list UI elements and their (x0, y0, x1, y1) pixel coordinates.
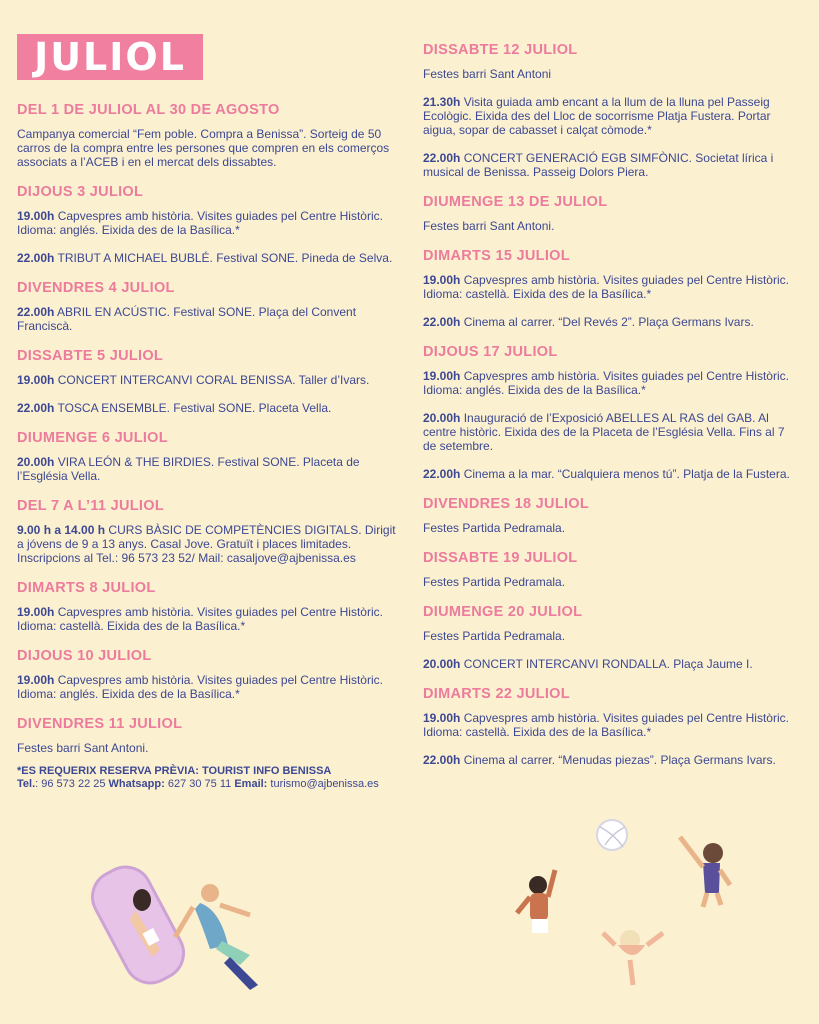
event-item (17, 523, 397, 565)
event-day (17, 497, 397, 565)
event-item (423, 273, 793, 301)
event-item (423, 95, 793, 137)
event-day (423, 41, 793, 179)
event-day (17, 429, 397, 483)
day-heading: DIUMENGE 13 DE JULIOL (423, 194, 608, 210)
event-day (423, 343, 793, 481)
reservation-note (17, 765, 397, 791)
event-item (423, 151, 793, 179)
swimmers-illustration (90, 845, 280, 995)
event-item (423, 711, 793, 739)
event-item (17, 373, 397, 387)
day-heading: DIUMENGE 6 JULIOL (17, 430, 168, 446)
event-item (17, 305, 397, 333)
beach-players-illustration (505, 815, 755, 995)
event-time: 22.00h (17, 251, 55, 265)
event-day (17, 347, 397, 415)
event-text: CONCERT INTERCANVI RONDALLA. Plaça Jaume I. (463, 657, 753, 671)
pool-float-icon (90, 858, 193, 992)
day-heading: DEL 7 A L’11 JULIOL (17, 498, 164, 514)
day-heading: DEL 1 DE JULIOL AL 30 DE AGOSTO (17, 102, 280, 118)
event-text: CONCERT INTERCANVI CORAL BENISSA. Taller d’Ivars. (57, 373, 370, 387)
event-text: TRIBUT A MICHAEL BUBLÉ. Festival SONE. Pineda de Selva. (57, 251, 393, 265)
event-item (423, 411, 793, 453)
event-day (17, 101, 397, 169)
day-heading: DISSABTE 12 JULIOL (423, 42, 578, 58)
event-day (17, 183, 397, 265)
event-time: 21.30h (423, 95, 461, 109)
event-item (17, 127, 397, 169)
event-time: 22.00h (17, 401, 55, 415)
right-events (423, 41, 793, 767)
day-heading: DISSABTE 5 JULIOL (17, 348, 164, 364)
event-time: 20.00h (423, 657, 461, 671)
event-time: 20.00h (17, 455, 55, 469)
day-heading: DIVENDRES 18 JULIOL (423, 496, 590, 512)
event-item (423, 753, 793, 767)
day-heading: DIJOUS 3 JULIOL (17, 184, 144, 200)
event-item (423, 369, 793, 397)
day-heading: DIMARTS 8 JULIOL (17, 580, 156, 596)
event-text: Inauguració de l’Exposició ABELLES AL RAS del GAB. Al centre històric. Eixida des de la Placeta de l’Església Vella. Fins al 7 de setembre. (423, 411, 785, 453)
event-day (17, 647, 397, 701)
volleyball-icon (597, 820, 627, 850)
event-text: CURS BÀSIC DE COMPETÈNCIES DIGITALS. Dirigit a jóvens de 9 a 13 anys. Casal Jove. Gratuït i places limitades. Inscripcions al Tel.: 96 573 23 52/ Mail: casaljove@ajbenissa.es (17, 523, 396, 565)
event-day (17, 579, 397, 633)
day-heading: DIUMENGE 20 JULIOL (423, 604, 583, 620)
day-heading: DIMARTS 15 JULIOL (423, 248, 570, 264)
event-time: 19.00h (17, 605, 55, 619)
event-day (423, 193, 793, 233)
event-time: 9.00 h a 14.00 h (17, 523, 106, 537)
event-item (17, 209, 397, 237)
event-text: Cinema al carrer. “Del Revés 2”. Plaça Germans Ivars. (463, 315, 754, 329)
event-item (17, 605, 397, 633)
event-item (423, 521, 793, 535)
event-time: 19.00h (423, 711, 461, 725)
event-day (423, 495, 793, 535)
event-time: 19.00h (423, 273, 461, 287)
event-item (17, 455, 397, 483)
event-text: Capvespres amb història. Visites guiades pel Centre Històric. Idioma: anglés. Eixida des de la Basílica.* (17, 209, 383, 237)
event-time: 22.00h (423, 753, 461, 767)
event-item (17, 401, 397, 415)
event-item (423, 67, 793, 81)
player-left-icon (517, 870, 555, 933)
event-text: Capvespres amb història. Visites guiades pel Centre Històric. Idioma: anglés. Eixida des de la Basílica.* (17, 673, 383, 701)
day-heading: DIVENDRES 4 JULIOL (17, 280, 175, 296)
event-text: Capvespres amb història. Visites guiades pel Centre Històric. Idioma: castellà. Eixida des de la Basílica.* (423, 273, 789, 301)
event-text: Campanya comercial “Fem poble. Compra a Benissa”. Sorteig de 50 carros de la compra entre les persones que compren en els comerços associats a l’ACEB i en el mercat dels dissabtes. (17, 127, 390, 169)
note-contact: Tel.: 96 573 22 25 Whatsapp: 627 30 75 11 Email: turismo@ajbenissa.es (17, 778, 379, 790)
event-day (423, 549, 793, 589)
note-email: turismo@ajbenissa.es (270, 778, 379, 790)
event-text: Cinema a la mar. “Cualquiera menos tú”. Platja de la Fustera. (463, 467, 790, 481)
event-time: 22.00h (17, 305, 55, 319)
day-heading: DIVENDRES 11 JULIOL (17, 716, 183, 732)
event-text: ABRIL EN ACÚSTIC. Festival SONE. Plaça del Convent Franciscà. (17, 305, 357, 333)
event-day (423, 685, 793, 767)
event-text: VIRA LEÓN & THE BIRDIES. Festival SONE. Placeta de l’Església Vella. (17, 455, 360, 483)
event-text: Festes Partida Pedramala. (423, 575, 566, 589)
event-text: Festes Partida Pedramala. (423, 629, 566, 643)
event-text: Cinema al carrer. “Menudas piezas”. Plaça Germans Ivars. (463, 753, 776, 767)
event-text: Festes barri Sant Antoni. (17, 741, 149, 755)
swimmer-icon (175, 884, 258, 990)
player-right-icon (680, 837, 730, 907)
event-item (17, 741, 397, 755)
left-column (17, 94, 397, 791)
day-heading: DIMARTS 22 JULIOL (423, 686, 570, 702)
event-item (423, 219, 793, 233)
page-title: JULIOL (17, 34, 203, 80)
event-item (423, 575, 793, 589)
left-events (17, 101, 397, 755)
event-text: Capvespres amb història. Visites guiades pel Centre Històric. Idioma: castellà. Eixida des de la Basílica.* (17, 605, 383, 633)
event-day (17, 715, 397, 755)
event-time: 19.00h (17, 673, 55, 687)
day-heading: DISSABTE 19 JULIOL (423, 550, 578, 566)
event-time: 19.00h (17, 373, 55, 387)
event-day (423, 603, 793, 671)
event-item (423, 315, 793, 329)
day-heading: DIJOUS 10 JULIOL (17, 648, 152, 664)
day-heading: DIJOUS 17 JULIOL (423, 344, 558, 360)
event-item (17, 251, 397, 265)
event-time: 22.00h (423, 151, 461, 165)
right-column (423, 34, 793, 781)
event-item (17, 673, 397, 701)
event-text: Festes barri Sant Antoni. (423, 219, 555, 233)
event-text: Capvespres amb història. Visites guiades pel Centre Històric. Idioma: castellà. Eixida des de la Basílica.* (423, 711, 789, 739)
event-time: 19.00h (17, 209, 55, 223)
player-bottom-icon (603, 930, 663, 985)
event-time: 22.00h (423, 315, 461, 329)
event-time: 19.00h (423, 369, 461, 383)
note-title: *ES REQUERIX RESERVA PRÈVIA: TOURIST INFO BENISSA (17, 765, 332, 777)
event-text: Festes barri Sant Antoni (423, 67, 552, 81)
event-text: Festes Partida Pedramala. (423, 521, 566, 535)
event-day (423, 247, 793, 329)
event-item (423, 657, 793, 671)
event-text: Capvespres amb història. Visites guiades pel Centre Històric. Idioma: anglés. Eixida des de la Basílica.* (423, 369, 789, 397)
event-day (17, 279, 397, 333)
event-text: Visita guiada amb encant a la llum de la lluna pel Passeig Ecològic. Eixida des del Lloc de socorrisme Platja Fustera. Portar aigua, sopar de cabasset i calçat còmode.* (423, 95, 771, 137)
event-item (423, 467, 793, 481)
event-time: 22.00h (423, 467, 461, 481)
event-text: CONCERT GENERACIÓ EGB SIMFÒNIC. Societat lírica i musical de Benissa. Passeig Dolors Piera. (423, 151, 774, 179)
event-time: 20.00h (423, 411, 461, 425)
event-text: TOSCA ENSEMBLE. Festival SONE. Placeta Vella. (57, 401, 332, 415)
event-item (423, 629, 793, 643)
